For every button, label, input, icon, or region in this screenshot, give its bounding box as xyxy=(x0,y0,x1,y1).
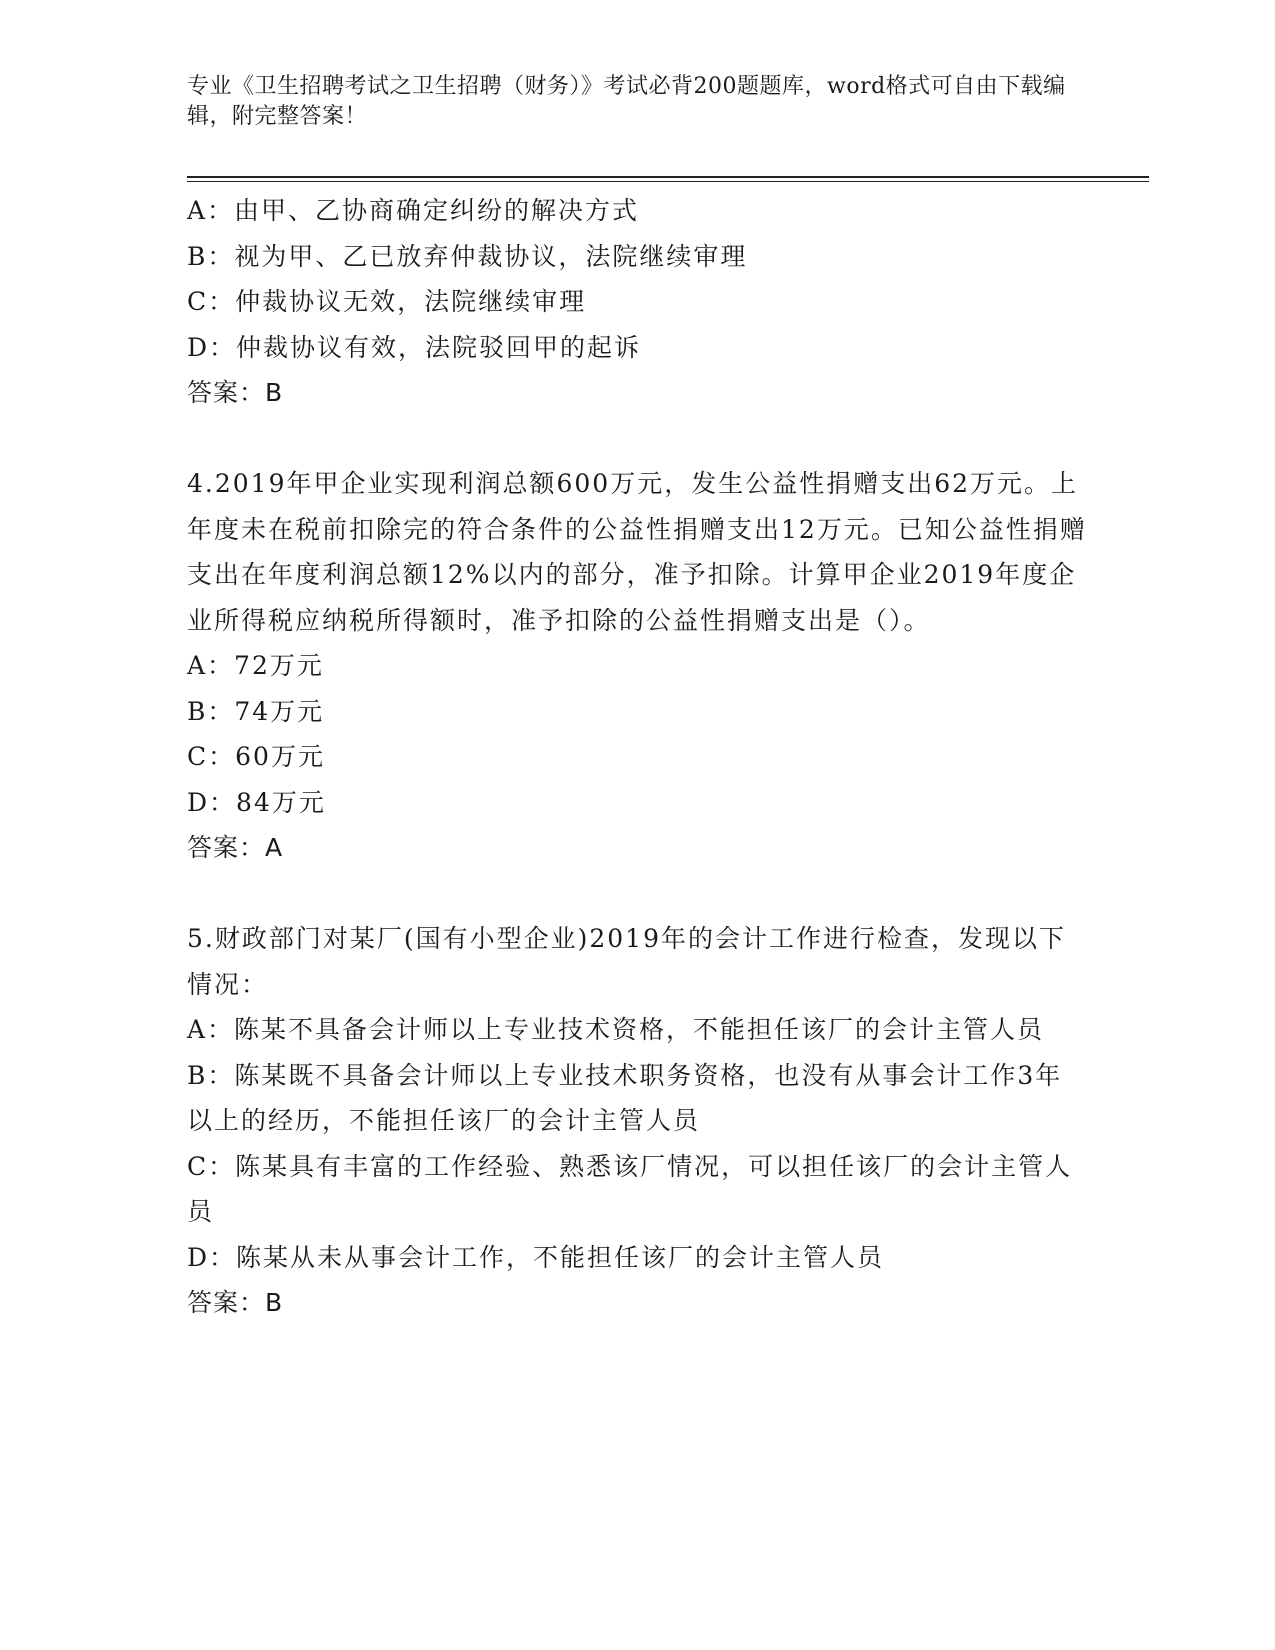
q4-option-c: C：60万元 xyxy=(187,742,325,771)
q3-option-d: D：仲裁协议有效，法院驳回甲的起诉 xyxy=(187,332,642,362)
q4-answer: 答案：A xyxy=(187,833,284,862)
q5-option-a: A：陈某不具备会计师以上专业技术资格，不能担任该厂的会计主管人员 xyxy=(187,1015,1045,1044)
question-4-block xyxy=(187,461,1087,871)
header-divider-thick xyxy=(187,176,1149,178)
q3-option-a: A：由甲、乙协商确定纠纷的解决方式 xyxy=(187,196,640,225)
q5-option-b: B：陈某既不具备会计师以上专业技术职务资格，也没有从事会计工作3年以上的经历，不能担任该厂的会计主管人员 xyxy=(187,1060,1063,1135)
spacer xyxy=(187,871,1087,917)
spacer xyxy=(187,416,1087,462)
q5-answer: 答案：B xyxy=(187,1288,284,1317)
document-body xyxy=(187,188,1087,1326)
q4-option-d: D：84万元 xyxy=(187,787,326,817)
q3-answer: 答案：B xyxy=(187,378,284,407)
q5-question-text: 5.财政部门对某厂(国有小型企业)2019年的会计工作进行检查，发现以下情况： xyxy=(187,924,1066,999)
q5-option-c: C：陈某具有丰富的工作经验、熟悉该厂情况，可以担任该厂的会计主管人员 xyxy=(187,1151,1073,1226)
q4-option-b: B：74万元 xyxy=(187,696,325,726)
q4-option-a: A：72万元 xyxy=(187,651,324,680)
q5-option-d: D：陈某从未从事会计工作，不能担任该厂的会计主管人员 xyxy=(187,1242,885,1272)
question-3-block xyxy=(187,188,1087,416)
question-5-block xyxy=(187,916,1087,1326)
q3-option-b: B：视为甲、乙已放弃仲裁协议，法院继续审理 xyxy=(187,241,748,271)
document-header: 专业《卫生招聘考试之卫生招聘（财务）》考试必背200题题库，word格式可自由下载编辑，附完整答案！ xyxy=(187,74,1066,129)
q3-option-c: C：仲裁协议无效，法院继续审理 xyxy=(187,287,587,316)
q4-question-text: 4.2019年甲企业实现利润总额600万元，发生公益性捐赠支出62万元。上年度未在税前扣除完的符合条件的公益性捐赠支出12万元。已知公益性捐赠支出在年度利润总额12%以内的部分，准予扣除。计算甲企业2019年度企业所得税应纳税所得额时，准予扣除的公益性捐赠支出是（）。 xyxy=(187,469,1087,635)
header-divider-thin xyxy=(187,181,1149,182)
